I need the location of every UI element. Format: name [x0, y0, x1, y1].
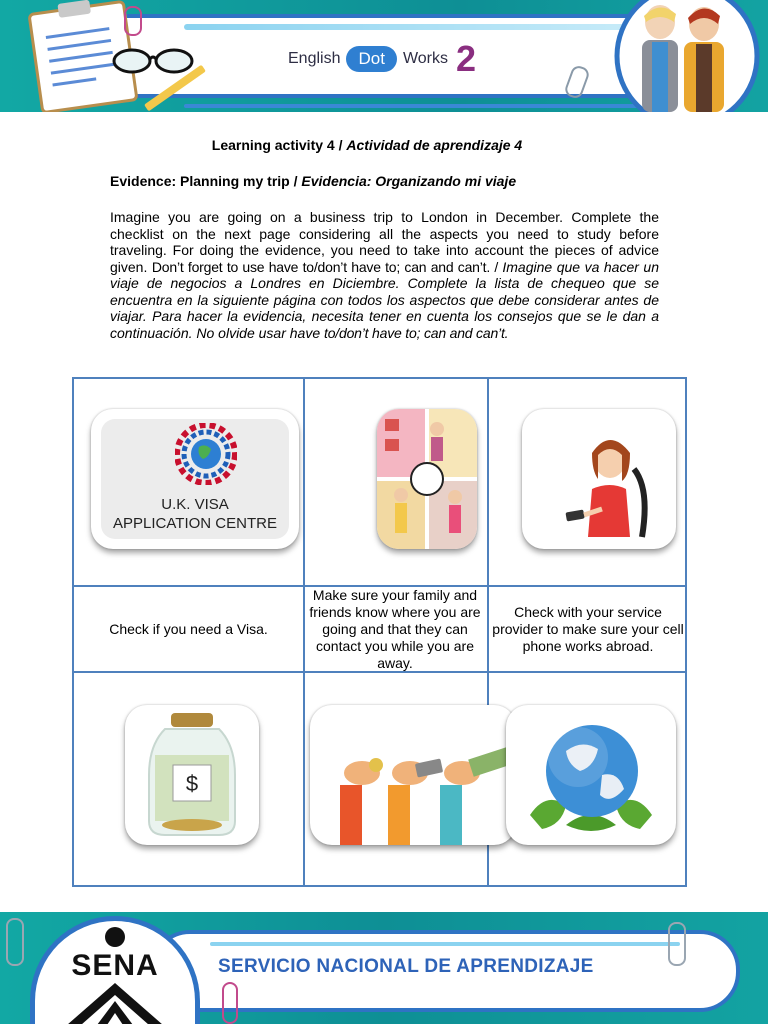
instructions-en-tail: Don’t forget to use have to/don’t have to; can and can’t. /: [151, 258, 503, 275]
visa-centre-image: [91, 409, 299, 549]
sena-arrows-icon: [63, 983, 167, 1024]
checklist-item-visa: Check if you need a Visa.: [109, 620, 268, 637]
checklist-item-phone: Check with your service provider to make sure your cell phone works abroad.: [492, 603, 684, 654]
evidence-heading: [110, 173, 516, 190]
activity-title: [0, 137, 734, 154]
woman-phone-icon: [522, 409, 676, 549]
payment-hands-icon: [310, 705, 516, 845]
paperclip-icon: [668, 922, 686, 966]
paperclip-icon: [222, 982, 238, 1024]
sena-head-icon: [98, 925, 132, 949]
evidence-heading-en: Evidence: Planning my trip /: [110, 173, 302, 189]
globe-flags-icon: [175, 423, 237, 485]
evidence-heading-es: Evidencia: Organizando mi viaje: [301, 173, 517, 189]
footer-banner: [0, 912, 768, 1024]
instructions-es: Imagine que va hacer un viaje de negocios a Londres en Diciembre. Complete la lista de chequeo que se encuentra en la siguiente página con todos los aspectos que debe considerar antes de viajar. Para hacer la evidencia, necesita tener en cuenta los consejos que se le dan a continuación. No olvide usar have: [110, 258, 660, 341]
checklist-item-family: Make sure your family and friends know where you are going and that they can contact you while you are away.: [309, 586, 481, 671]
instructions-en: Imagine you are going on a business trip to London in December. Complete the checklist on the next page considering all the aspects you need to study before traveling. For doing the evidence, you need to take into account the pieces of advice given.: [110, 209, 659, 275]
payment-hands-image: [310, 705, 516, 845]
globe-icon: [506, 705, 676, 845]
glasses-icon: [110, 46, 198, 76]
brand-number: 2: [456, 38, 477, 79]
activity-title-es: Actividad de aprendizaje 4: [346, 137, 523, 153]
paperclip-icon: [124, 6, 142, 36]
phone-user-image: [522, 409, 676, 549]
instructions-paragraph: [110, 209, 659, 341]
activity-title-en: Learning activity 4 /: [211, 137, 347, 153]
sena-logo-word: SENA: [71, 949, 159, 982]
brand-word-english: English: [288, 50, 341, 67]
checklist-grid: [72, 377, 687, 887]
instructions-es-tail: to/don’t have to; can and can’t.: [324, 324, 509, 341]
money-jar-image: [125, 705, 259, 845]
brand-word-dot: Dot: [346, 46, 396, 72]
family-comic-icon: [377, 409, 477, 549]
globe-image: [506, 705, 676, 845]
header-banner: [0, 0, 768, 112]
institution-name: SERVICIO NACIONAL DE APRENDIZAJE: [218, 956, 594, 977]
header-stripe-bottom: [184, 104, 654, 108]
header-stripe: [184, 24, 654, 30]
footer-stripe: [210, 942, 680, 946]
visa-text-line2: APPLICATION CENTRE: [113, 515, 277, 532]
paperclip-icon: [6, 918, 24, 966]
jar-dollar-sign: $: [185, 771, 199, 796]
grid-divider: [303, 379, 305, 885]
students-illustration: [612, 0, 762, 112]
money-jar-icon: [125, 705, 259, 845]
brand-word-works: Works: [402, 50, 448, 67]
visa-text-line1: U.K. VISA: [161, 496, 229, 513]
family-friends-image: [377, 409, 477, 549]
brand-logo: [288, 36, 476, 82]
